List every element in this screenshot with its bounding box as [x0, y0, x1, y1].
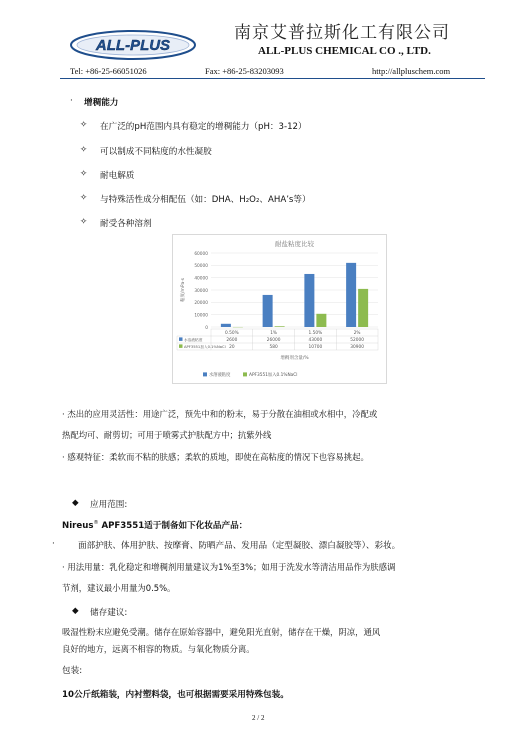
legend-swatch [243, 372, 247, 376]
company-name-cn: 南京艾普拉斯化工有限公司 [234, 23, 450, 43]
packaging-label: 包装: [62, 666, 83, 676]
y-tick-label: 40000 [194, 276, 208, 282]
diamond-bullet-icon: ◆ [72, 498, 79, 508]
section-application-title: 应用范围: [90, 500, 128, 510]
y-axis-label: 粘度/mPa·s [181, 278, 186, 302]
star-bullet-icon: ✧ [80, 145, 88, 155]
table-row-label: APF3551加入0.1%NaCl [184, 345, 226, 349]
dot-bullet: · [52, 539, 55, 549]
tel: Tel: +86-25-66051026 [70, 66, 147, 76]
storage-text-line: 良好的地方，远离不相容的物质。与氧化物质分离。 [62, 644, 255, 654]
legend-label: APF3551加入0.1%NaCl [249, 373, 298, 378]
star-bullet-icon: ✧ [80, 217, 88, 227]
x-tick-label: 1% [270, 331, 278, 336]
fax: Fax: +86-25-83203093 [205, 66, 284, 76]
feature-item: 在广泛的pH范围内具有稳定的增稠能力（pH：3-12） [100, 122, 307, 132]
flexibility-paragraph-line: · 杰出的应用灵活性：用途广泛，预先中和的粉末，易于分散在油相或水相中，冷配或 [62, 409, 378, 419]
brand-name: Nireus [62, 521, 94, 531]
data-label: 26000 [266, 338, 281, 343]
sensory-paragraph: · 感观特征：柔软而不粘的肤感；柔软的质地，即使在高粘度的情况下也容易挑起。 [62, 452, 369, 462]
x-tick-label: 2% [353, 331, 361, 336]
feature-item: 可以制成不同粘度的水性凝胶 [100, 147, 212, 157]
table-row-label: 水溶液粘度 [184, 338, 203, 342]
feature-item: 耐电解质 [100, 171, 135, 181]
star-bullet-icon: ✧ [80, 169, 88, 179]
bar-nacl [358, 289, 368, 327]
data-label: 20 [229, 345, 235, 350]
x-tick-label: 1.50% [308, 331, 323, 336]
bar-water [304, 274, 314, 327]
packaging-text: 10公斤纸箱装，内衬塑料袋，也可根据需要采用特殊包装。 [62, 690, 289, 700]
y-tick-label: 10000 [194, 313, 208, 319]
bar-water [221, 324, 231, 327]
data-label: 10700 [308, 345, 323, 350]
data-label: 580 [269, 345, 278, 350]
table-swatch [179, 337, 183, 341]
diamond-bullet-icon: ◆ [72, 606, 79, 616]
logo-text: ALL-PLUS [95, 37, 171, 54]
y-tick-label: 0 [205, 325, 208, 331]
chart-canvas [173, 235, 386, 383]
bar-nacl [316, 314, 326, 327]
dosage-line: · 用法用量：乳化稳定和增稠剂用量建议为1%至3%；如用于洗发水等清洁用品作为肤感调 [62, 562, 396, 572]
star-bullet-icon: ✧ [80, 193, 88, 203]
section-storage-title: 储存建议: [90, 608, 128, 618]
application-intro-text: APF3551适于制备如下化妆品产品： [98, 521, 248, 531]
table-swatch [179, 344, 183, 348]
legend-label: 水溶液粘度 [209, 373, 231, 378]
company-name-en: ALL-PLUS CHEMICAL CO ., LTD. [258, 45, 431, 57]
viscosity-chart [172, 234, 387, 384]
x-tick-label: 0.50% [225, 331, 239, 336]
data-label: 2600 [226, 338, 238, 343]
star-bullet-icon: ✧ [80, 120, 88, 130]
flexibility-paragraph-line: 热配均可、耐剪切；可用于喷雾式护肤配方中；抗紫外线 [62, 430, 272, 440]
x-axis-label: 增稠剂含量/% [280, 356, 309, 361]
bar-water [346, 263, 356, 327]
y-tick-label: 60000 [194, 251, 208, 257]
bar-water [263, 295, 273, 327]
data-label: 30900 [350, 345, 364, 350]
data-label: 43000 [308, 338, 323, 343]
application-list: 面部护肤、体用护肤、按摩膏、防晒产品、发用品（定型凝胶、漂白凝胶等）、彩妆。 [78, 541, 401, 551]
y-tick-label: 20000 [194, 301, 208, 307]
feature-item: 与特殊活性成分相配伍（如：DHA、H₂O₂、AHA’s等） [100, 195, 311, 205]
application-intro [62, 519, 247, 531]
y-tick-label: 30000 [194, 288, 208, 294]
dosage-line: 节剂，建议最小用量为0.5%。 [62, 583, 176, 593]
website-link[interactable]: http://allpluschem.com [372, 66, 451, 76]
storage-text-line: 吸湿性粉末应避免受潮。储存在原始容器中，避免阳光直射，储存在干燥，阴凉，通风 [62, 627, 381, 637]
chart-title: 耐盐粘度比较 [275, 240, 314, 248]
feature-item: 耐受各种溶剂 [100, 219, 152, 229]
registered-mark: ® [93, 520, 99, 527]
bar-nacl [275, 326, 285, 327]
page-number: 2 / 2 [252, 714, 265, 722]
section-thickening-title: 增稠能力 [84, 98, 119, 108]
data-label: 52000 [350, 338, 364, 343]
legend-swatch [203, 372, 207, 376]
y-tick-label: 50000 [194, 264, 208, 270]
dot-bullet: · [70, 96, 73, 106]
